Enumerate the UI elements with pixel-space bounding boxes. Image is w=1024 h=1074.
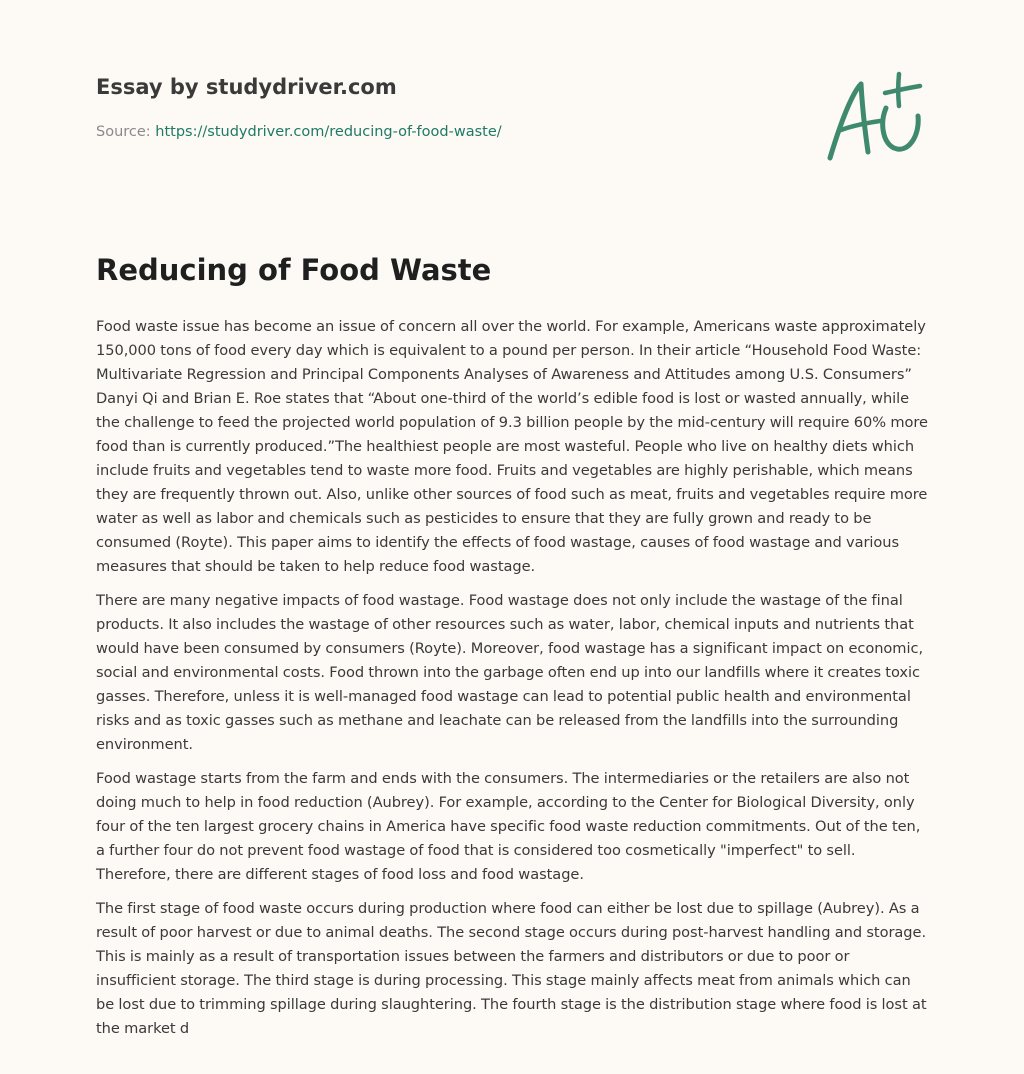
source-link[interactable]: https://studydriver.com/reducing-of-food-waste/ xyxy=(155,124,502,140)
essay-title: Reducing of Food Waste xyxy=(96,253,492,287)
essay-paragraph-3: Food wastage starts from the farm and ends with the consumers. The intermediaries or the retailers are also not doing much to help in food reduction (Aubrey). For example, according to the Center for Biological Diversity, only four of the ten largest grocery chains in America have specific food waste reduction commitments. Out of the ten, a further four do not prevent food wastage of food that is considered too cosmetically "imperfect" to sell. Therefore, there are different stages of food loss and food wastage. xyxy=(96,770,921,883)
essay-paragraph-4: The first stage of food waste occurs during production where food can either be lost due to spillage (Aubrey). As a result of poor harvest or due to animal deaths. The second stage occurs during post-harvest handling and storage. This is mainly as a result of transportation issues between the farmers and distributors or due to poor or insufficient storage. The third stage is during processing. This stage mainly affects meat from animals which can be lost due to trimming spillage during slaughtering. The fourth stage is the distribution stage where food is lost at the market d xyxy=(96,900,927,1037)
essay-paragraph-1: Food waste issue has become an issue of concern all over the world. For example, Americans waste approximately 150,000 tons of food every day which is equivalent to a pound per person. In their article “Household Food Waste: Multivariate Regression and Principal Components Analyses of Awareness and Attitudes among U.S. Consumers” Danyi Qi and Brian E. Roe states that “About one-third of the world’s edible food is lost or wasted annually, while the challenge to feed the projected world population of 9.3 billion people by the mid-century will require 60% more food than is currently produced.”The healthiest people are most wasteful. People who live on healthy diets which include fruits and vegetables tend to waste more food. Fruits and vegetables are highly perishable, which means they are frequently thrown out. Also, unlike other sources of food such as meat, fruits and vegetables require more water as well as labor and chemicals such as pesticides to ensure that they are fully grown and ready to be consumed (Royte). This paper aims to identify the effects of food wastage, causes of food wastage and various measures that should be taken to help reduce food wastage. xyxy=(96,318,928,575)
site-title: Essay by studydriver.com xyxy=(96,75,397,99)
source-label: Source: xyxy=(96,124,156,140)
source-line xyxy=(96,124,502,140)
essay-body xyxy=(96,315,932,1051)
a-plus-logo-icon xyxy=(822,66,928,166)
essay-paragraph-2: There are many negative impacts of food wastage. Food wastage does not only include the wastage of the final products. It also includes the wastage of other resources such as water, labor, chemical inputs and nutrients that would have been consumed by consumers (Royte). Moreover, food wastage has a significant impact on economic, social and environmental costs. Food thrown into the garbage often end up into our landfills where it creates toxic gasses. Therefore, unless it is well-managed food wastage can lead to potential public health and environmental risks and as toxic gasses such as methane and leachate can be released from the landfills into the surrounding environment. xyxy=(96,592,924,753)
